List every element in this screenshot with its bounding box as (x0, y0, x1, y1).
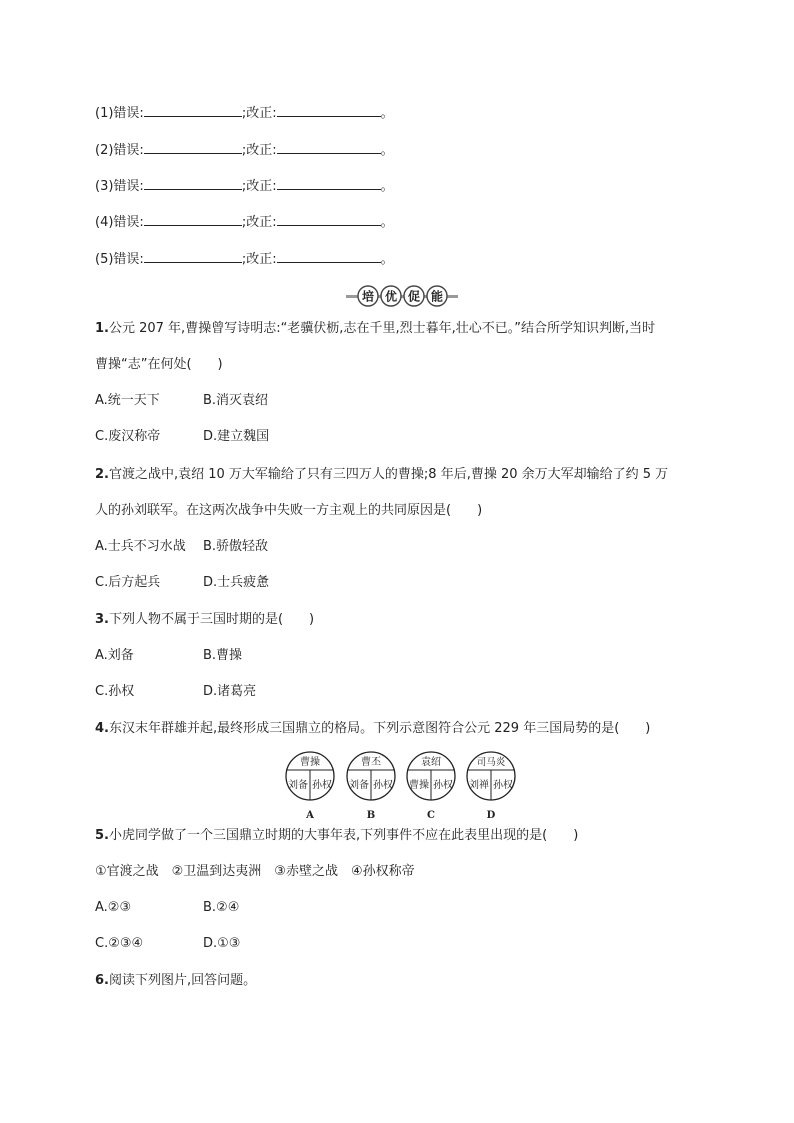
error-blank[interactable] (144, 141, 242, 154)
q5-text: 小虎同学做了一个三国鼎立时期的大事年表,下列事件不应在此表里出现的是( ) (108, 828, 579, 843)
q2-options-row-1 (95, 538, 268, 556)
row-number: (5) (95, 252, 114, 267)
diagram-c-label: C (427, 810, 435, 821)
q1-stem-line-2: 曹操“志”在何处( ) (95, 357, 223, 372)
q3-options-row-2 (95, 683, 256, 701)
q3-stem-line-1 (95, 611, 314, 629)
fill-row-4 (95, 213, 394, 232)
error-blank[interactable] (144, 177, 242, 190)
row-end: 。 (380, 252, 394, 267)
q5-options-row-2 (95, 935, 240, 953)
section-banner (346, 285, 458, 307)
q5-option-d[interactable]: D.①③ (203, 936, 241, 951)
error-blank[interactable] (144, 213, 242, 226)
q2-option-a[interactable]: A.士兵不习水战 (95, 539, 186, 554)
q2-number: 2. (95, 467, 109, 482)
row-number: (3) (95, 179, 114, 194)
q5-events: ①官渡之战 ②卫温到达夷洲 ③赤壁之战 ④孙权称帝 (95, 864, 415, 879)
q3-option-c[interactable]: C.孙权 (95, 684, 135, 699)
q2-options-row-2 (95, 574, 269, 592)
diagram-a-left: 刘备 (288, 780, 308, 791)
diagram-a[interactable] (286, 752, 334, 821)
q2-option-d[interactable]: D.士兵疲惫 (203, 575, 270, 590)
fill-row-3 (95, 177, 394, 196)
diagram-c[interactable] (407, 752, 455, 821)
correction-blank[interactable] (277, 213, 381, 226)
q3-option-a[interactable]: A.刘备 (95, 648, 134, 663)
error-label: 错误: (113, 179, 144, 194)
q1-options-row-1 (95, 392, 268, 410)
q1-option-c[interactable]: C.废汉称帝 (95, 429, 161, 444)
correction-label: ;改正: (241, 143, 277, 158)
row-end: 。 (380, 106, 394, 121)
q3-option-b[interactable]: B.曹操 (203, 648, 243, 663)
q4-text: 东汉末年群雄并起,最终形成三国鼎立的格局。下列示意图符合公元 229 年三国局势的是( ) (108, 721, 651, 736)
q2-text: 官渡之战中,袁绍 10 万大军输给了只有三四万人的曹操;8 年后,曹操 20 余万大军却输给了约 5 万 (108, 467, 669, 482)
correction-blank[interactable] (277, 177, 381, 190)
diagram-b-left: 刘备 (349, 780, 369, 791)
banner-char-1: 培 (361, 289, 375, 304)
error-label: 错误: (113, 252, 144, 267)
row-end: 。 (380, 215, 394, 230)
diagram-b-top: 曹丕 (361, 757, 381, 768)
error-label: 错误: (113, 106, 144, 121)
q5-number: 5. (95, 828, 109, 843)
q1-option-d[interactable]: D.建立魏国 (203, 429, 270, 444)
correction-blank[interactable] (277, 141, 381, 154)
row-number: (2) (95, 143, 114, 158)
q1-options-row-2 (95, 428, 269, 446)
q2-stem-line-2: 人的孙刘联军。在这两次战争中失败一方主观上的共同原因是( ) (95, 503, 483, 518)
diagram-d-right: 孙权 (493, 780, 513, 791)
diagram-a-label: A (306, 810, 314, 821)
banner-char-2: 优 (384, 289, 398, 304)
correction-blank[interactable] (277, 250, 381, 263)
q1-option-b[interactable]: B.消灭袁绍 (203, 393, 269, 408)
error-label: 错误: (113, 143, 144, 158)
correction-label: ;改正: (241, 252, 277, 267)
q2-option-b[interactable]: B.骄傲轻敌 (203, 539, 269, 554)
q6-stem-line-1 (95, 972, 256, 990)
fill-row-1 (95, 104, 394, 123)
correction-label: ;改正: (241, 215, 277, 230)
q1-stem-line-1 (95, 320, 655, 338)
q1-number: 1. (95, 321, 109, 336)
correction-blank[interactable] (277, 104, 381, 117)
q3-text: 下列人物不属于三国时期的是( ) (108, 612, 315, 627)
error-blank[interactable] (144, 104, 242, 117)
diagram-d[interactable] (467, 752, 515, 821)
correction-label: ;改正: (241, 179, 277, 194)
row-number: (4) (95, 215, 114, 230)
row-end: 。 (380, 179, 394, 194)
q2-stem-line-1 (95, 466, 668, 484)
diagram-c-top: 袁绍 (421, 757, 441, 768)
q2-option-c[interactable]: C.后方起兵 (95, 575, 161, 590)
diagram-d-label: D (486, 810, 496, 821)
q3-number: 3. (95, 612, 109, 627)
q1-option-a[interactable]: A.统一天下 (95, 393, 160, 408)
q6-text: 阅读下列图片,回答问题。 (108, 973, 257, 988)
q5-stem-line-1 (95, 827, 578, 845)
diagram-a-right: 孙权 (312, 780, 332, 791)
diagram-b[interactable] (347, 752, 395, 821)
q1-text: 公元 207 年,曹操曾写诗明志:“老骥伏枥,志在千里,烈士暮年,壮心不已。”结合所学知识判断,当时 (108, 321, 656, 336)
diagram-d-left: 刘禅 (469, 780, 489, 791)
diagram-b-right: 孙权 (373, 780, 393, 791)
correction-label: ;改正: (241, 106, 277, 121)
row-end: 。 (380, 143, 394, 158)
three-kingdoms-diagrams (283, 750, 519, 822)
diagram-d-top: 司马炎 (476, 757, 506, 768)
q5-option-a[interactable]: A.②③ (95, 900, 132, 915)
q5-option-c[interactable]: C.②③④ (95, 936, 144, 951)
fill-row-5 (95, 250, 394, 269)
q4-stem-line-1 (95, 720, 650, 738)
row-number: (1) (95, 106, 114, 121)
q4-number: 4. (95, 721, 109, 736)
diagram-a-top: 曹操 (300, 757, 320, 768)
diagram-c-left: 曹操 (409, 780, 429, 791)
error-label: 错误: (113, 215, 144, 230)
banner-char-4: 能 (430, 289, 444, 304)
q3-option-d[interactable]: D.诸葛亮 (203, 684, 257, 699)
q5-option-b[interactable]: B.②④ (203, 900, 240, 915)
error-blank[interactable] (144, 250, 242, 263)
q3-options-row-1 (95, 647, 242, 665)
diagram-b-label: B (366, 810, 376, 821)
q6-number: 6. (95, 973, 109, 988)
q5-options-row-1 (95, 899, 239, 917)
fill-row-2 (95, 141, 394, 160)
banner-char-3: 促 (407, 289, 421, 304)
diagram-c-right: 孙权 (433, 780, 453, 791)
